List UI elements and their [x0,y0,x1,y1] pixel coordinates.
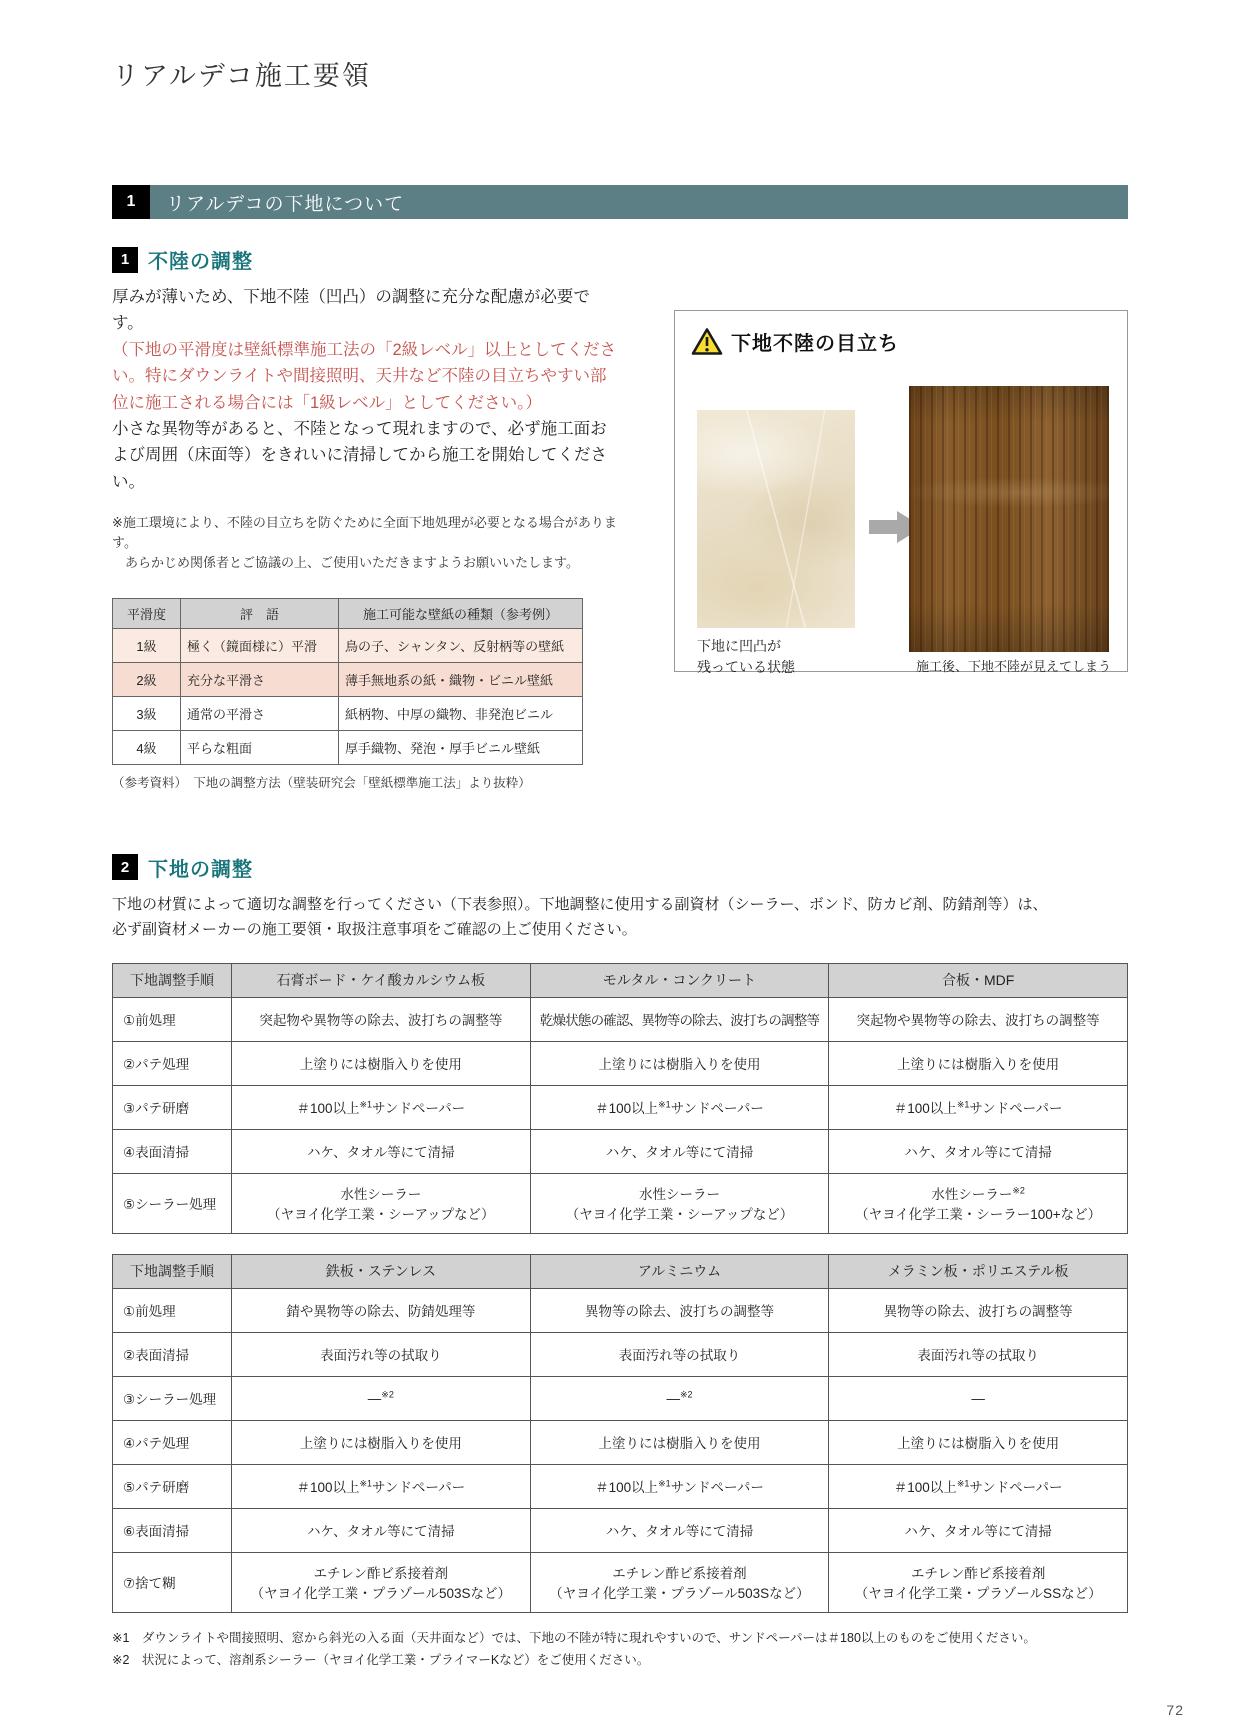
callout-header [691,327,1111,356]
cell: ハケ、タオル等にて清掃 [829,1129,1128,1173]
warning-triangle-icon [691,327,723,356]
step-cell: ①前処理 [113,1288,232,1332]
note-block [112,513,618,573]
cell: エチレン酢ビ系接着剤 （ヤヨイ化学工業・プラゾールSSなど） [829,1552,1128,1612]
grade-cell: 3級 [113,696,181,730]
grade-cell: 4級 [113,730,181,764]
table-row [113,1464,1128,1508]
cell: 上塗りには樹脂入りを使用 [829,1420,1128,1464]
cell: 上塗りには樹脂入りを使用 [530,1041,829,1085]
cell: 異物等の除去、波打ちの調整等 [530,1288,829,1332]
step-cell: ②表面清掃 [113,1332,232,1376]
intro-line: 必ず副資材メーカーの施工要領・取扱注意事項をご確認の上ご使用ください。 [112,921,637,939]
step-cell: ③シーラー処理 [113,1376,232,1420]
figure-caption-before [697,636,795,678]
cell: ＃100以上$^{※1}$サンドペーパー [232,1464,531,1508]
footnote-1: ※1 ダウンライトや間接照明、窓から斜光の入る面（天井面など）では、下地の不陸が特に現れやすいので、サンドペーパーは＃180以上のものをご使用ください。 [112,1630,1036,1645]
table-row [113,1173,1128,1233]
subsection-number-badge: 1 [112,247,138,273]
paragraph: 小さな異物等があると、不陸となって現れますので、必ず施工面および周囲（床面等）をきれいに清掃してから施工を開始してください。 [112,419,607,491]
table-row [113,1085,1128,1129]
cell: 突起物や異物等の除去、波打ちの調整等 [829,997,1128,1041]
col-header-types: 施工可能な壁紙の種類（参考例） [339,598,583,628]
desc-cell: 充分な平滑さ [181,662,339,696]
section-number-badge: 1 [112,185,150,219]
step-cell: ⑥表面清掃 [113,1508,232,1552]
table-row [113,628,583,662]
cell: 水性シーラー （ヤヨイ化学工業・シーアップなど） [530,1173,829,1233]
step-cell: ⑤シーラー処理 [113,1173,232,1233]
cell: 水性シーラー$^{※2}$ （ヤヨイ化学工業・シーラー100+など） [829,1173,1128,1233]
step-cell: ①前処理 [113,997,232,1041]
section-2-intro [112,892,1128,943]
cell: 突起物や異物等の除去、波打ちの調整等 [232,997,531,1041]
unevenness-callout-box [674,310,1128,675]
table-row [113,1420,1128,1464]
cell: 表面汚れ等の拭取り [530,1332,829,1376]
cell: エチレン酢ビ系接着剤 （ヤヨイ化学工業・プラゾール503Sなど） [530,1552,829,1612]
footnotes-block [112,1627,1128,1672]
table-row [113,1332,1128,1376]
table-row [113,662,583,696]
table-caption: （参考資料） 下地の調整方法（壁装研究会「壁紙標準施工法」より抜粋） [112,775,531,790]
footnote-2: ※2 状況によって、溶剤系シーラー（ヤヨイ化学工業・プライマーKなど）をご使用ください。 [112,1653,650,1668]
col-header: メラミン板・ポリエステル板 [829,1254,1128,1288]
note-line: あらかじめ関係者とご協議の上、ご使用いただきますようお願いいたします。 [125,555,579,571]
table-header-row [113,963,1128,997]
cell: ハケ、タオル等にて清掃 [530,1129,829,1173]
substrate-after-image [909,386,1109,652]
cell: 乾燥状態の確認、異物等の除去、波打ちの調整等 [530,997,829,1041]
types-cell: 鳥の子、シャンタン、反射柄等の壁紙 [339,628,583,662]
cell: —$^{※2}$ [530,1376,829,1420]
page-number: 72 [1166,1702,1184,1718]
table-row [113,1041,1128,1085]
substrate-adjustment-table-b [112,1254,1128,1613]
table-row [113,696,583,730]
desc-cell: 通常の平滑さ [181,696,339,730]
intro-line: 下地の材質によって適切な調整を行ってください（下表参照）。下地調整に使用する副資材（シーラー、ボンド、防カビ剤、防錆剤等）は、 [112,895,1048,913]
desc-cell: 極く（鏡面様に）平滑 [181,628,339,662]
step-cell: ②パテ処理 [113,1041,232,1085]
cell: 上塗りには樹脂入りを使用 [232,1041,531,1085]
table-row [113,1508,1128,1552]
table-row [113,1129,1128,1173]
section-1-content [112,284,1128,791]
table-row [113,1376,1128,1420]
step-cell: ③パテ研磨 [113,1085,232,1129]
grade-cell: 1級 [113,628,181,662]
figure-caption-after: 施工後、下地不陸が見えてしまう [915,659,1111,674]
col-header: 石膏ボード・ケイ酸カルシウム板 [232,963,531,997]
smoothness-grade-table [112,598,583,765]
cell: 表面汚れ等の拭取り [232,1332,531,1376]
cell: ＃100以上$^{※1}$サンドペーパー [829,1085,1128,1129]
alert-paragraph: （下地の平滑度は壁紙標準施工法の「2級レベル」以上としてください。特にダウンライトや間接照明、天井など不陸の目立ちやすい部位に施工される場合には「1級レベル」としてください。） [112,340,617,412]
left-column [112,284,618,791]
cell: ハケ、タオル等にて清掃 [232,1129,531,1173]
cell: ハケ、タオル等にて清掃 [232,1508,531,1552]
subsection-2-header [112,853,1128,882]
cell: 表面汚れ等の拭取り [829,1332,1128,1376]
col-header-desc: 評 語 [181,598,339,628]
cell: 錆や異物等の除去、防錆処理等 [232,1288,531,1332]
note-line: ※施工環境により、不陸の目立ちを防ぐために全面下地処理が必要となる場合があります。 [112,515,617,551]
col-header: 鉄板・ステンレス [232,1254,531,1288]
desc-cell: 平らな粗面 [181,730,339,764]
col-header-grade: 平滑度 [113,598,181,628]
cell: —$^{※2}$ [232,1376,531,1420]
types-cell: 厚手織物、発泡・厚手ビニル壁紙 [339,730,583,764]
table-row [113,997,1128,1041]
step-cell: ④パテ処理 [113,1420,232,1464]
col-header: 下地調整手順 [113,963,232,997]
step-cell: ⑤パテ研磨 [113,1464,232,1508]
table-header-row [113,598,583,628]
cell: 異物等の除去、波打ちの調整等 [829,1288,1128,1332]
col-header: アルミニウム [530,1254,829,1288]
cell: エチレン酢ビ系接着剤 （ヤヨイ化学工業・プラゾール503Sなど） [232,1552,531,1612]
cell: ＃100以上$^{※1}$サンドペーパー [530,1464,829,1508]
step-cell: ⑦捨て糊 [113,1552,232,1612]
callout-title: 下地不陸の目立ち [731,333,899,355]
callout-figures [691,360,1111,675]
cell: 水性シーラー （ヤヨイ化学工業・シーアップなど） [232,1173,531,1233]
cell: ハケ、タオル等にて清掃 [829,1508,1128,1552]
section-1-header-bar [112,185,1128,219]
subsection-number-badge: 2 [112,854,138,880]
cell: ＃100以上$^{※1}$サンドペーパー [829,1464,1128,1508]
caption-line: 残っている状態 [697,659,795,675]
types-cell: 薄手無地系の紙・織物・ビニル壁紙 [339,662,583,696]
types-cell: 紙柄物、中厚の織物、非発泡ビニル [339,696,583,730]
table-header-row [113,1254,1128,1288]
cell: 上塗りには樹脂入りを使用 [530,1420,829,1464]
table-row [113,1552,1128,1612]
cell: ＃100以上$^{※1}$サンドペーパー [530,1085,829,1129]
col-header: 下地調整手順 [113,1254,232,1288]
substrate-before-image [697,410,855,628]
col-header: 合板・MDF [829,963,1128,997]
subsection-title: 不陸の調整 [148,251,253,273]
grade-cell: 2級 [113,662,181,696]
step-cell: ④表面清掃 [113,1129,232,1173]
page-title: リアルデコ施工要領 [112,61,371,91]
caption-line: 下地に凹凸が [697,638,781,654]
paragraph: 厚みが薄いため、下地不陸（凹凸）の調整に充分な配慮が必要です。 [112,288,590,333]
table-row [113,1288,1128,1332]
cell: ＃100以上$^{※1}$サンドペーパー [232,1085,531,1129]
cell: ハケ、タオル等にて清掃 [530,1508,829,1552]
substrate-adjustment-table-a [112,963,1128,1234]
col-header: モルタル・コンクリート [530,963,829,997]
subsection-title: 下地の調整 [148,858,253,881]
subsection-1-header [112,245,1128,274]
cell: 上塗りには樹脂入りを使用 [829,1041,1128,1085]
table-row [113,730,583,764]
cell: 上塗りには樹脂入りを使用 [232,1420,531,1464]
cell: — [829,1376,1128,1420]
section-title: リアルデコの下地について [150,185,1128,219]
